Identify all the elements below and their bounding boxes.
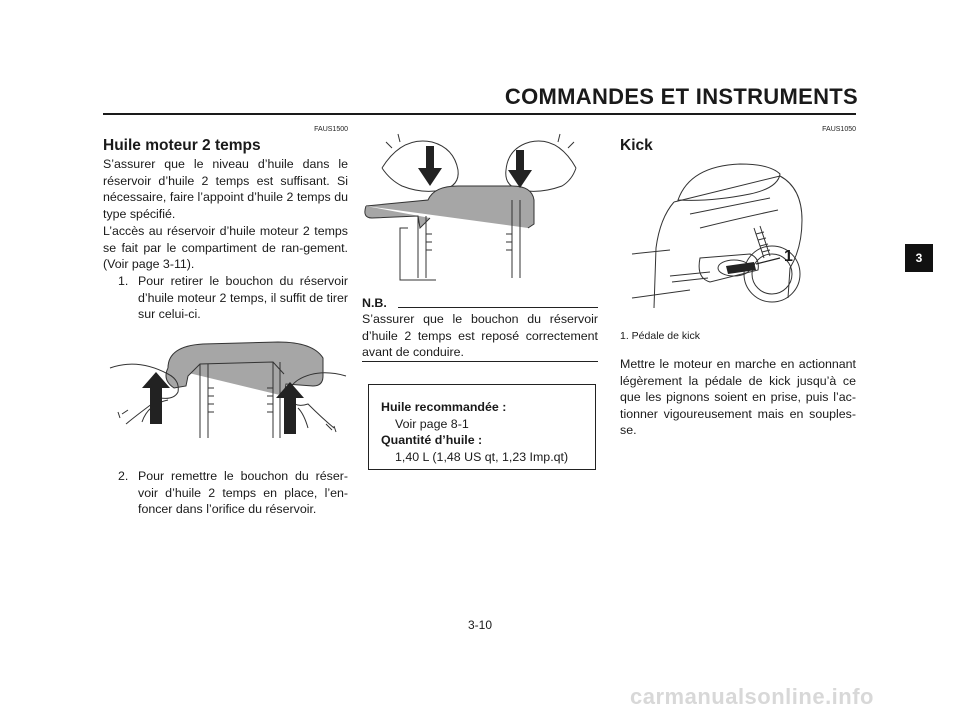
step-2-text: Pour remettre le bouchon du réser-voir d’huile 2 temps en place, l’en-foncer dans l’orifice du réservoir. (138, 469, 348, 517)
cap-removal-illustration (108, 328, 348, 450)
page-number: 3-10 (467, 618, 493, 632)
header-rule (103, 113, 856, 115)
step-1-number: 1. (118, 274, 129, 288)
step-2-number: 2. (118, 469, 129, 483)
spec-value-recommended: Voir page 8-1 (395, 416, 469, 431)
note-rule-top (398, 307, 598, 308)
spec-label-recommended: Huile recommandée : (381, 400, 507, 414)
note-label: N.B. (362, 296, 387, 310)
kick-section-heading: Kick (620, 137, 653, 154)
callout-number: 1 (784, 248, 793, 265)
kick-pedal-illustration (630, 158, 806, 318)
step-1 (118, 273, 348, 323)
chapter-tab: 3 (905, 244, 933, 272)
kick-paragraph: Mettre le moteur en marche en actionnant légèrement la pédale de kick jusqu’à ce que les pignons soient en prise, puis l’ac-tionner vigoureusement mais en souples-se. (620, 357, 856, 438)
oil-section-heading: Huile moteur 2 temps (103, 137, 261, 154)
cap-installation-illustration (362, 128, 598, 298)
section-title: COMMANDES ET INSTRUMENTS (504, 84, 858, 109)
left-ref-code: FAUS1500 (314, 126, 348, 133)
watermark: carmanualsonline.info (630, 684, 874, 709)
step-1-text: Pour retirer le bouchon du réservoir d’huile moteur 2 temps, il suffit de tirer sur celui-ci. (138, 274, 348, 322)
oil-spec-box (368, 384, 596, 470)
right-ref-code: FAUS1050 (822, 126, 856, 133)
note-text: S’assurer que le bouchon du réservoir d’huile 2 temps est reposé correctement avant de conduire. (362, 312, 598, 360)
note-rule-bottom (362, 361, 598, 362)
oil-paragraph-1: S’assurer que le niveau d’huile dans le réservoir d’huile 2 temps est suffisant. Si nécessaire, faire l’appoint d’huile 2 temps du type spécifié. (103, 157, 348, 221)
step-2 (118, 468, 348, 518)
oil-paragraph-2: L’accès au réservoir d’huile moteur 2 temps se fait par le compartiment de ran-gement. (Voir page 3-11). (103, 224, 348, 272)
spec-label-quantity: Quantité d’huile : (381, 433, 483, 448)
figure-caption: 1. Pédale de kick (620, 330, 700, 342)
spec-value-quantity: 1,40 L (1,48 US qt, 1,23 Imp.qt) (395, 449, 569, 464)
